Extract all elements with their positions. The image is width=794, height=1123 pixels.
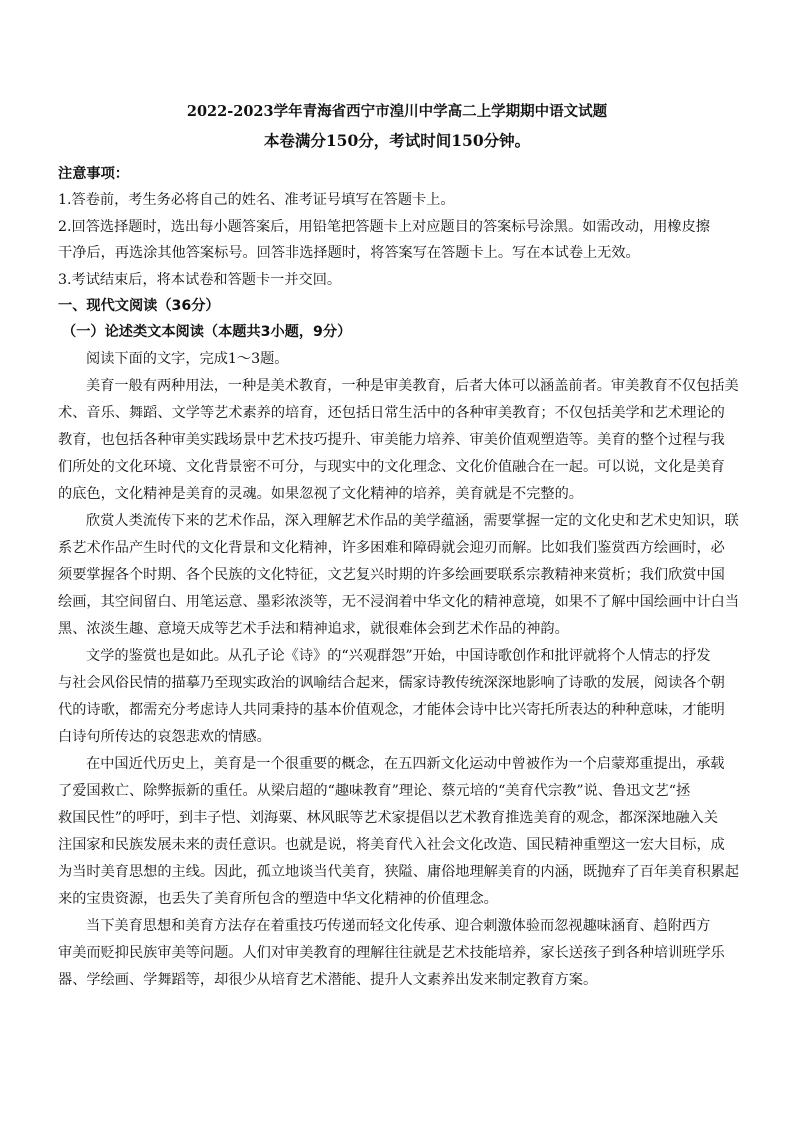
passage-line: 教育，也包括各种审美实践场景中艺术技巧提升、审美能力培养、审美价值观塑造等。美育的整个过程与我 bbox=[58, 432, 725, 448]
passage-line: 的底色，文化精神是美育的灵魂。如果忽视了文化精神的培养，美育就是不完整的。 bbox=[58, 486, 583, 502]
notes-item: 3.考试结束后，将本试卷和答题卡一并交回。 bbox=[58, 272, 342, 288]
passage-line: 与社会风俗民情的描摹乃至现实政治的讽喻结合起来，儒家诗教传统深深地影响了诗歌的发展，阅读各个朝 bbox=[58, 675, 725, 691]
passage-line: 白诗句所传达的哀怨悲欢的情感。 bbox=[58, 729, 271, 745]
passage-line: 术、音乐、舞蹈、文学等艺术素养的培育，还包括日常生活中的各种审美教育；不仅包括美学和艺术理论的 bbox=[58, 405, 725, 421]
passage-line: 当下美育思想和美育方法存在着重技巧传递而轻文化传承、迎合刺激体验而忽视趣味涵育、趋附西方 bbox=[86, 918, 711, 934]
subsection-heading: （一）论述类文本阅读（本题共3小题，9分） bbox=[62, 324, 352, 340]
passage-line: 器、学绘画、学舞蹈等，却很少从培育艺术潜能、提升人文素养出发来制定教育方案。 bbox=[58, 972, 598, 988]
notes-item: 干净后，再选涂其他答案标号。回答非选择题时，将答案写在答题卡上。写在本试卷上无效。 bbox=[58, 245, 640, 261]
passage-line: 为当时美育思想的主线。因此，孤立地谈当代美育，狭隘、庸俗地理解美育的内涵，既抛弃了百年美育积累起 bbox=[58, 864, 740, 880]
passage-line: 救国民性”的呼吁，到丰子恺、刘海粟、林风眠等艺术家提倡以艺术教育推选美育的观念，都深深地融入关 bbox=[58, 810, 718, 826]
notes-item: 1.答卷前，考生务必将自己的姓名、准考证号填写在答题卡上。 bbox=[58, 192, 455, 208]
exam-title: 2022-2023学年青海省西宁市湟川中学高二上学期期中语文试题 bbox=[186, 103, 608, 120]
section-heading: 一、现代文阅读（36分） bbox=[58, 298, 220, 314]
passage-line: 文学的鉴赏也是如此。从孔子论《诗》的“兴观群怨”开始，中国诗歌创作和批评就将个人情志的抒发 bbox=[86, 648, 711, 664]
passage-line: 绘画，其空间留白、用笔运意、墨彩浓淡等，无不浸润着中华文化的精神意境，如果不了解中国绘画中计白当 bbox=[58, 594, 740, 610]
exam-subtitle: 本卷满分150分，考试时间150分钟。 bbox=[263, 131, 531, 150]
passage-line: 须要掌握各个时期、各个民族的文化特征，文艺复兴时期的许多绘画要联系宗教精神来赏析；我们欣赏中国 bbox=[58, 567, 725, 583]
passage-line: 系艺术作品产生时代的文化背景和文化精神，许多困难和障碍就会迎刃而解。比如我们鉴赏西方绘画时，必 bbox=[58, 540, 725, 556]
passage-line: 来的宝贵资源，也丢失了美育所包含的塑造中华文化精神的价值理念。 bbox=[58, 891, 498, 907]
instruction-text: 阅读下面的文字，完成1～3题。 bbox=[86, 351, 289, 367]
passage-line: 注国家和民族发展未来的责任意识。也就是说，将美育代入社会文化改造、国民精神重塑这一宏大目标，成 bbox=[58, 837, 725, 853]
passage-line: 们所处的文化环境、文化背景密不可分，与现实中的文化理念、文化价值融合在一起。可以说，文化是美育 bbox=[58, 459, 725, 475]
notes-heading: 注意事项： bbox=[58, 166, 129, 182]
passage-line: 在中国近代历史上，美育是一个很重要的概念，在五四新文化运动中曾被作为一个启蒙郑重提出，承载 bbox=[86, 756, 725, 772]
passage-line: 欣赏人类流传下来的艺术作品，深入理解艺术作品的美学蕴涵，需要掌握一定的文化史和艺术史知识，联 bbox=[86, 513, 739, 529]
passage-line: 审美而贬抑民族审美等问题。人们对审美教育的理解往往就是艺术技能培养，家长送孩子到各种培训班学乐 bbox=[58, 945, 725, 961]
passage-line: 代的诗歌，都需充分考虑诗人共同秉持的基本价值观念，才能体会诗中比兴寄托所表达的种种意味，才能明 bbox=[58, 702, 725, 718]
passage-line: 了爱国救亡、除弊振新的重任。从梁启超的“趣味教育”理论、蔡元培的“美育代宗教”说、鲁迅文艺“拯 bbox=[58, 783, 691, 799]
passage-line: 黑、浓淡生趣、意境天成等艺术手法和精神追求，就很难体会到艺术作品的神韵。 bbox=[58, 621, 569, 637]
passage-line: 美育一般有两种用法，一种是美术教育，一种是审美教育，后者大体可以涵盖前者。审美教育不仅包括美 bbox=[86, 378, 739, 394]
notes-item: 2.回答选择题时，选出每小题答案后，用铅笔把答题卡上对应题目的答案标号涂黑。如需改动，用橡皮擦 bbox=[58, 219, 710, 235]
